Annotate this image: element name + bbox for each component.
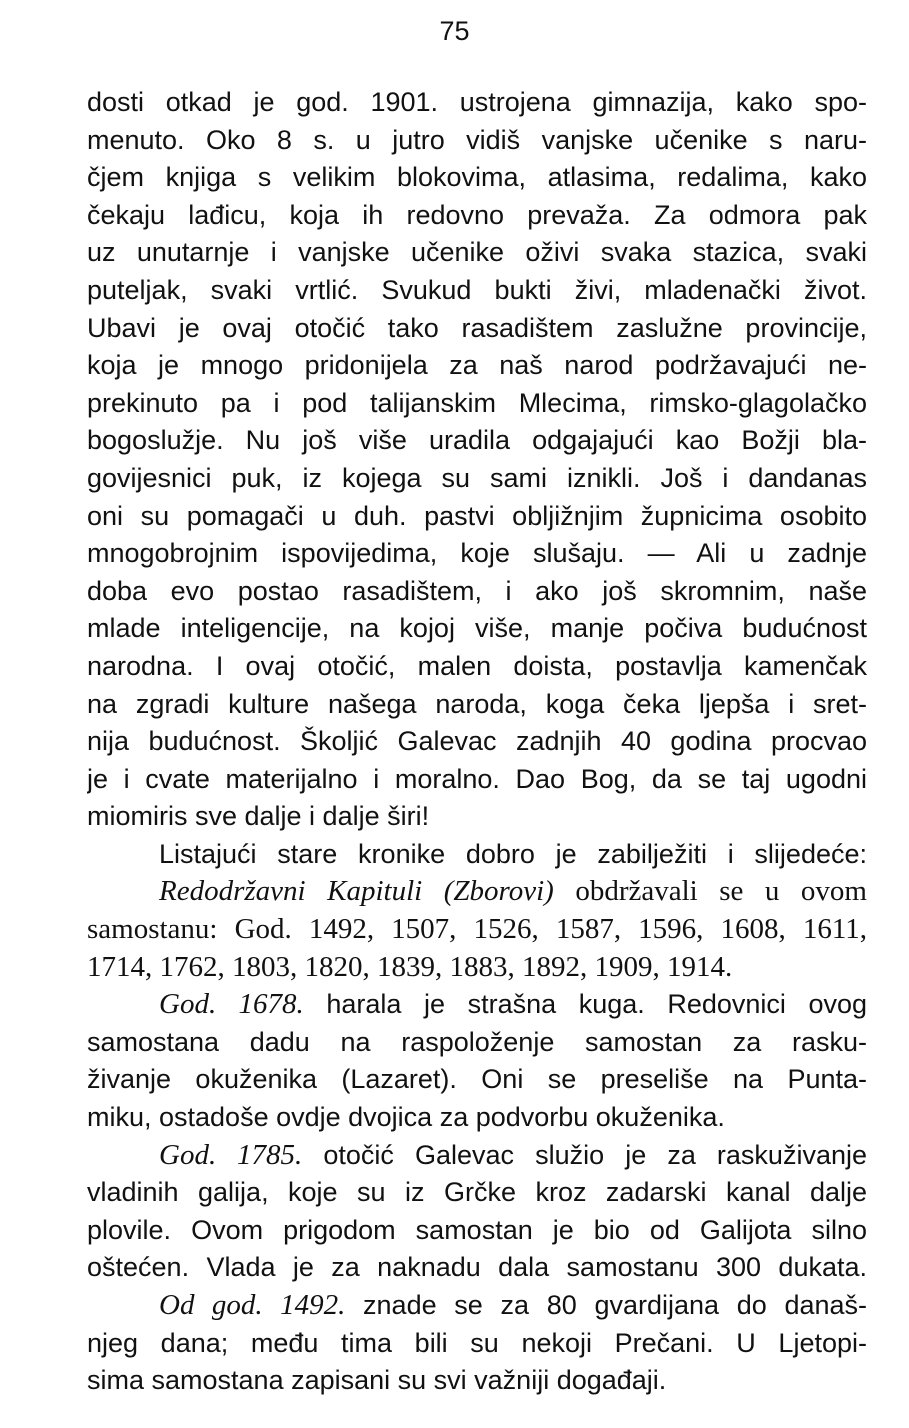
text-line: oni su pomagači u duh. pastvi obljižnjim župnicima osobito bbox=[87, 500, 867, 531]
text-line: plovile. Ovom prigodom samostan je bio od Galijota silno bbox=[87, 1214, 867, 1245]
text-line: narodna. I ovaj otočić, malen doista, postavlja kamenčak bbox=[87, 650, 867, 681]
kapituli-line bbox=[87, 873, 867, 911]
entry-line bbox=[87, 1287, 867, 1325]
text-line: nija budućnost. Školjić Galevac zadnjih 40 godina procvao bbox=[87, 726, 867, 757]
text-line: vladinih galija, koje su iz Grčke kroz zadarski kanal dalje bbox=[87, 1177, 867, 1208]
kapituli-years-line: 1714, 1762, 1803, 1820, 1839, 1883, 1892, 1909, 1914. bbox=[87, 950, 733, 983]
text-line: Listajući stare kronike dobro je zabilježiti i slijedeće: bbox=[159, 838, 867, 869]
text-line: mnogobrojnim ispovijedima, koje slušaju. — Ali u zadnje bbox=[87, 538, 867, 569]
text-line: oštećen. Vlada je za naknadu dala samostanu 300 dukata. bbox=[87, 1252, 867, 1283]
entry-text: otočić Galevac služio je za raskuživanje bbox=[302, 1139, 867, 1170]
text-line: čekaju lađicu, koja ih redovno prevaža. Za odmora pak bbox=[87, 199, 867, 230]
text-line: njeg dana; među tima bili su nekoji Prečani. U Ljetopi- bbox=[87, 1327, 867, 1358]
body-text bbox=[87, 84, 867, 1400]
text-line: menuto. Oko 8 s. u jutro vidiš vanjske učenike s naru- bbox=[87, 124, 867, 155]
text-line: čjem knjiga s velikim blokovima, atlasima, redalima, kako bbox=[87, 162, 867, 193]
text-line: puteljak, svaki vrtlić. Svukud bukti živi, mladenački život. bbox=[87, 274, 867, 305]
entry-year: Od god. 1492. bbox=[159, 1289, 346, 1321]
entry-line bbox=[87, 986, 867, 1024]
text-line: na zgradi kulture našega naroda, koga čeka ljepša i sret- bbox=[87, 688, 867, 719]
kapituli-years-line: samostanu: God. 1492, 1507, 1526, 1587, 1596, 1608, 1611, bbox=[87, 913, 867, 946]
text-line: Ubavi je ovaj otočić tako rasadištem zaslužne provincije, bbox=[87, 312, 867, 343]
text-line: živanje okuženika (Lazaret). Oni se preseliše na Punta- bbox=[87, 1064, 867, 1095]
text-line: dosti otkad je god. 1901. ustrojena gimnazija, kako spo- bbox=[87, 87, 867, 117]
entry-year: God. 1785. bbox=[159, 1138, 303, 1171]
text-line: doba evo postao rasadištem, i ako još skromnim, naše bbox=[87, 575, 867, 606]
text-line: koja je mnogo pridonijela za naš narod podržavajući ne- bbox=[87, 350, 867, 381]
text-line: je i cvate materijalno i moralno. Dao Bog, da se taj ugodni bbox=[87, 763, 867, 794]
text-line: govijesnici puk, iz kojega su sami iznikli. Još i dandanas bbox=[87, 462, 867, 493]
entry-year: God. 1678. bbox=[159, 988, 304, 1021]
text-line: miomiris sve dalje i dalje širi! bbox=[87, 801, 430, 832]
page-number: 75 bbox=[439, 16, 470, 46]
kapituli-text: obdržavali se u ovom bbox=[553, 875, 867, 908]
text-line: mlade inteligencije, na kojoj više, manje počiva budućnost bbox=[87, 613, 867, 644]
text-line: bogoslužje. Nu još više uradila odgajajući kao Božji bla- bbox=[87, 425, 867, 456]
entry-text: harala je strašna kuga. Redovnici ovog bbox=[303, 989, 867, 1020]
entry-text: znade se za 80 gvardijana do današ- bbox=[345, 1290, 867, 1320]
text-line: uz unutarnje i vanjske učenike oživi svaka stazica, svaki bbox=[87, 237, 867, 268]
entry-line bbox=[87, 1137, 867, 1175]
kapituli-title: Redodržavni Kapituli (Zborovi) bbox=[159, 875, 554, 908]
text-line: miku, ostadoše ovdje dvojica za podvorbu okuženika. bbox=[87, 1102, 725, 1133]
text-line: samostana dadu na raspoloženje samostan za rasku- bbox=[87, 1026, 867, 1057]
text-line: prekinuto pa i pod talijanskim Mlecima, rimsko-glagolačko bbox=[87, 387, 867, 418]
text-line: sima samostana zapisani su svi važniji događaji. bbox=[87, 1365, 667, 1396]
